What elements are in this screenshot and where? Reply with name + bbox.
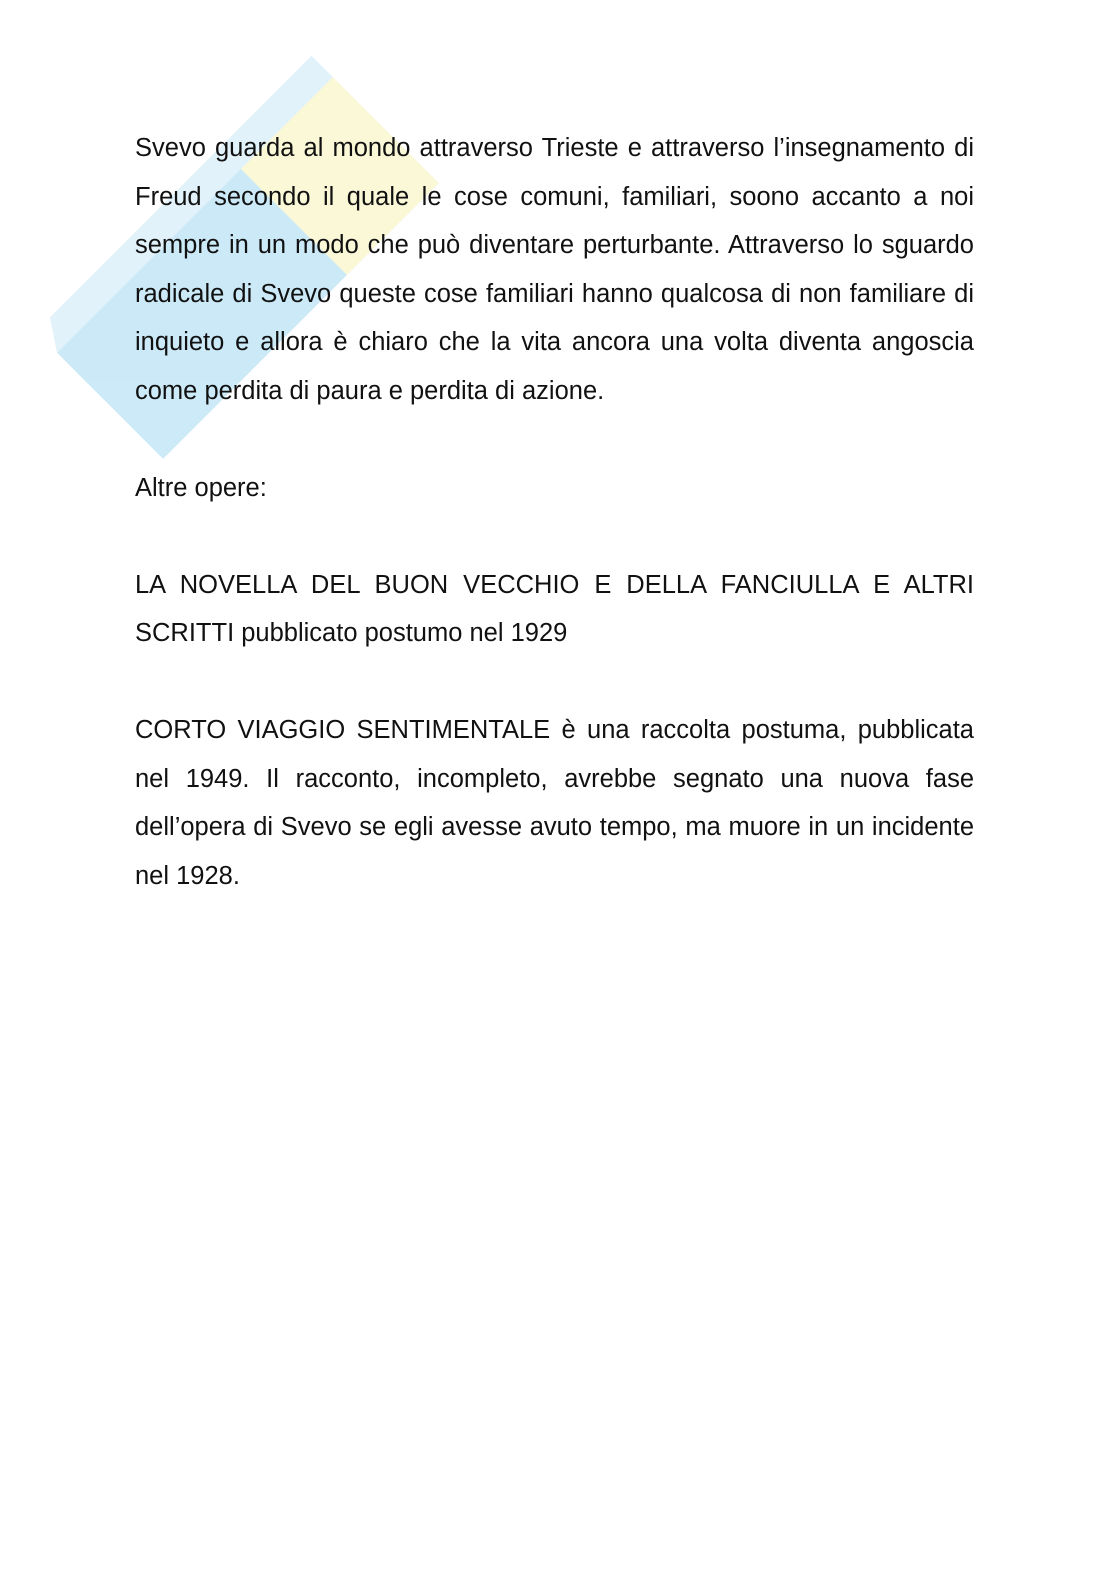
paragraph-other-works: Altre opere:	[135, 473, 267, 502]
document-body	[135, 124, 974, 949]
paragraph-novella: LA NOVELLA DEL BUON VECCHIO E DELLA FANCIULLA E ALTRI SCRITTI pubblicato postumo nel 1929	[135, 570, 974, 647]
paragraph-intro: Svevo guarda al mondo attraverso Trieste e attraverso l’insegnamento di Freud secondo il quale le cose comuni, familiari, soono accanto a noi sempre in un modo che può diventare perturbante. Attraverso lo sguardo radicale di Svevo queste cose familiari hanno qualcosa di non familiare di inquieto e allora è chiaro che la vita ancora una volta diventa angoscia come perdita di paura e perdita di azione.	[135, 134, 974, 405]
paragraph-corto-viaggio: CORTO VIAGGIO SENTIMENTALE è una raccolta postuma, pubblicata nel 1949. Il racconto, incompleto, avrebbe segnato una nuova fase dell’opera di Svevo se egli avesse avuto tempo, ma muore in un incidente nel 1928.	[135, 716, 974, 890]
